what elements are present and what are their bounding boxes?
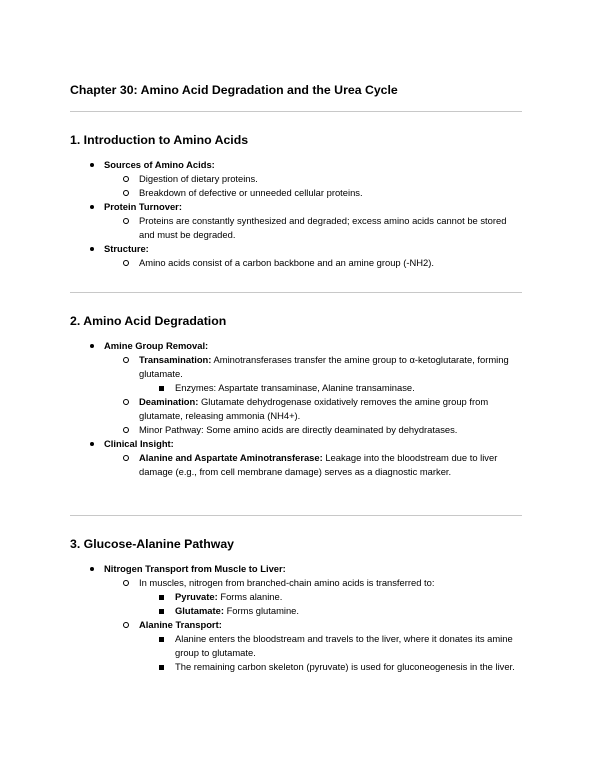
sub-item-text: Leakage into the bloodstream due to liver damage (e.g., from cell membrane damage) serves as a diagnostic marker. [139, 452, 498, 477]
detail-item-text: Enzymes: Aspartate transaminase, Alanine transaminase. [175, 382, 415, 393]
sub-item-text: In muscles, nitrogen from branched-chain amino acids is transferred to: [139, 577, 435, 588]
list-item [104, 437, 524, 479]
section-heading-glucose-alanine: 3. Glucose-Alanine Pathway [70, 537, 235, 551]
detail-item-label: Pyruvate: [175, 591, 218, 602]
sub-item [139, 214, 524, 242]
sub-item-label: Transamination: [139, 354, 212, 365]
item-label: Clinical Insight: [104, 438, 174, 449]
document-title: Chapter 30: Amino Acid Degradation and the Urea Cycle [70, 83, 398, 97]
divider [70, 515, 522, 516]
sub-item [139, 423, 524, 437]
sub-item [139, 172, 524, 186]
sub-item-text: Amino acids consist of a carbon backbone and an amine group (-NH2). [139, 257, 434, 268]
sub-item-text: Digestion of dietary proteins. [139, 173, 258, 184]
detail-item [175, 590, 524, 604]
detail-item [175, 660, 524, 674]
section-heading-degradation: 2. Amino Acid Degradation [70, 314, 227, 328]
detail-item [175, 604, 524, 618]
sub-item [139, 353, 524, 395]
list-item [104, 562, 524, 674]
detail-item-label: Glutamate: [175, 605, 224, 616]
sub-item [139, 186, 524, 200]
item-label: Nitrogen Transport from Muscle to Liver: [104, 563, 286, 574]
item-label: Structure: [104, 243, 149, 254]
section-heading-introduction: 1. Introduction to Amino Acids [70, 133, 249, 147]
item-label: Amine Group Removal: [104, 340, 209, 351]
sub-item-label: Alanine and Aspartate Aminotransferase: [139, 452, 323, 463]
sub-item-text: Minor Pathway: Some amino acids are directly deaminated by dehydratases. [139, 424, 458, 435]
sub-item-label: Deamination: [139, 396, 199, 407]
list-item [104, 158, 524, 200]
section-list-glucose-alanine [104, 562, 524, 674]
detail-item-text: Alanine enters the bloodstream and travels to the liver, where it donates its amine group to glutamate. [175, 633, 513, 658]
sub-item [139, 256, 524, 270]
list-item [104, 200, 524, 242]
sub-item [139, 395, 524, 423]
divider [70, 292, 522, 293]
sub-item-text: Aminotransferases transfer the amine group to α-ketoglutarate, forming glutamate. [139, 354, 509, 379]
sub-item [139, 576, 524, 618]
sub-item-text: Proteins are constantly synthesized and degraded; excess amino acids cannot be stored and must be degraded. [139, 215, 507, 240]
sub-item [139, 618, 524, 674]
detail-item [175, 632, 524, 660]
detail-item [175, 381, 524, 395]
sub-item [139, 451, 524, 479]
detail-item-text: Forms alanine. [217, 591, 283, 602]
detail-item-text: The remaining carbon skeleton (pyruvate) is used for gluconeogenesis in the liver. [175, 661, 515, 672]
sub-item-text: Glutamate dehydrogenase oxidatively removes the amine group from glutamate, releasing ammonia (NH4+). [139, 396, 489, 421]
list-item [104, 242, 524, 270]
list-item [104, 339, 524, 437]
item-label: Protein Turnover: [104, 201, 182, 212]
sub-item-label: Alanine Transport: [139, 619, 222, 630]
detail-item-text: Forms glutamine. [223, 605, 299, 616]
sub-item-text: Breakdown of defective or unneeded cellular proteins. [139, 187, 363, 198]
item-label: Sources of Amino Acids: [104, 159, 215, 170]
divider [70, 111, 522, 112]
section-list-introduction [104, 158, 524, 270]
section-list-degradation [104, 339, 524, 479]
